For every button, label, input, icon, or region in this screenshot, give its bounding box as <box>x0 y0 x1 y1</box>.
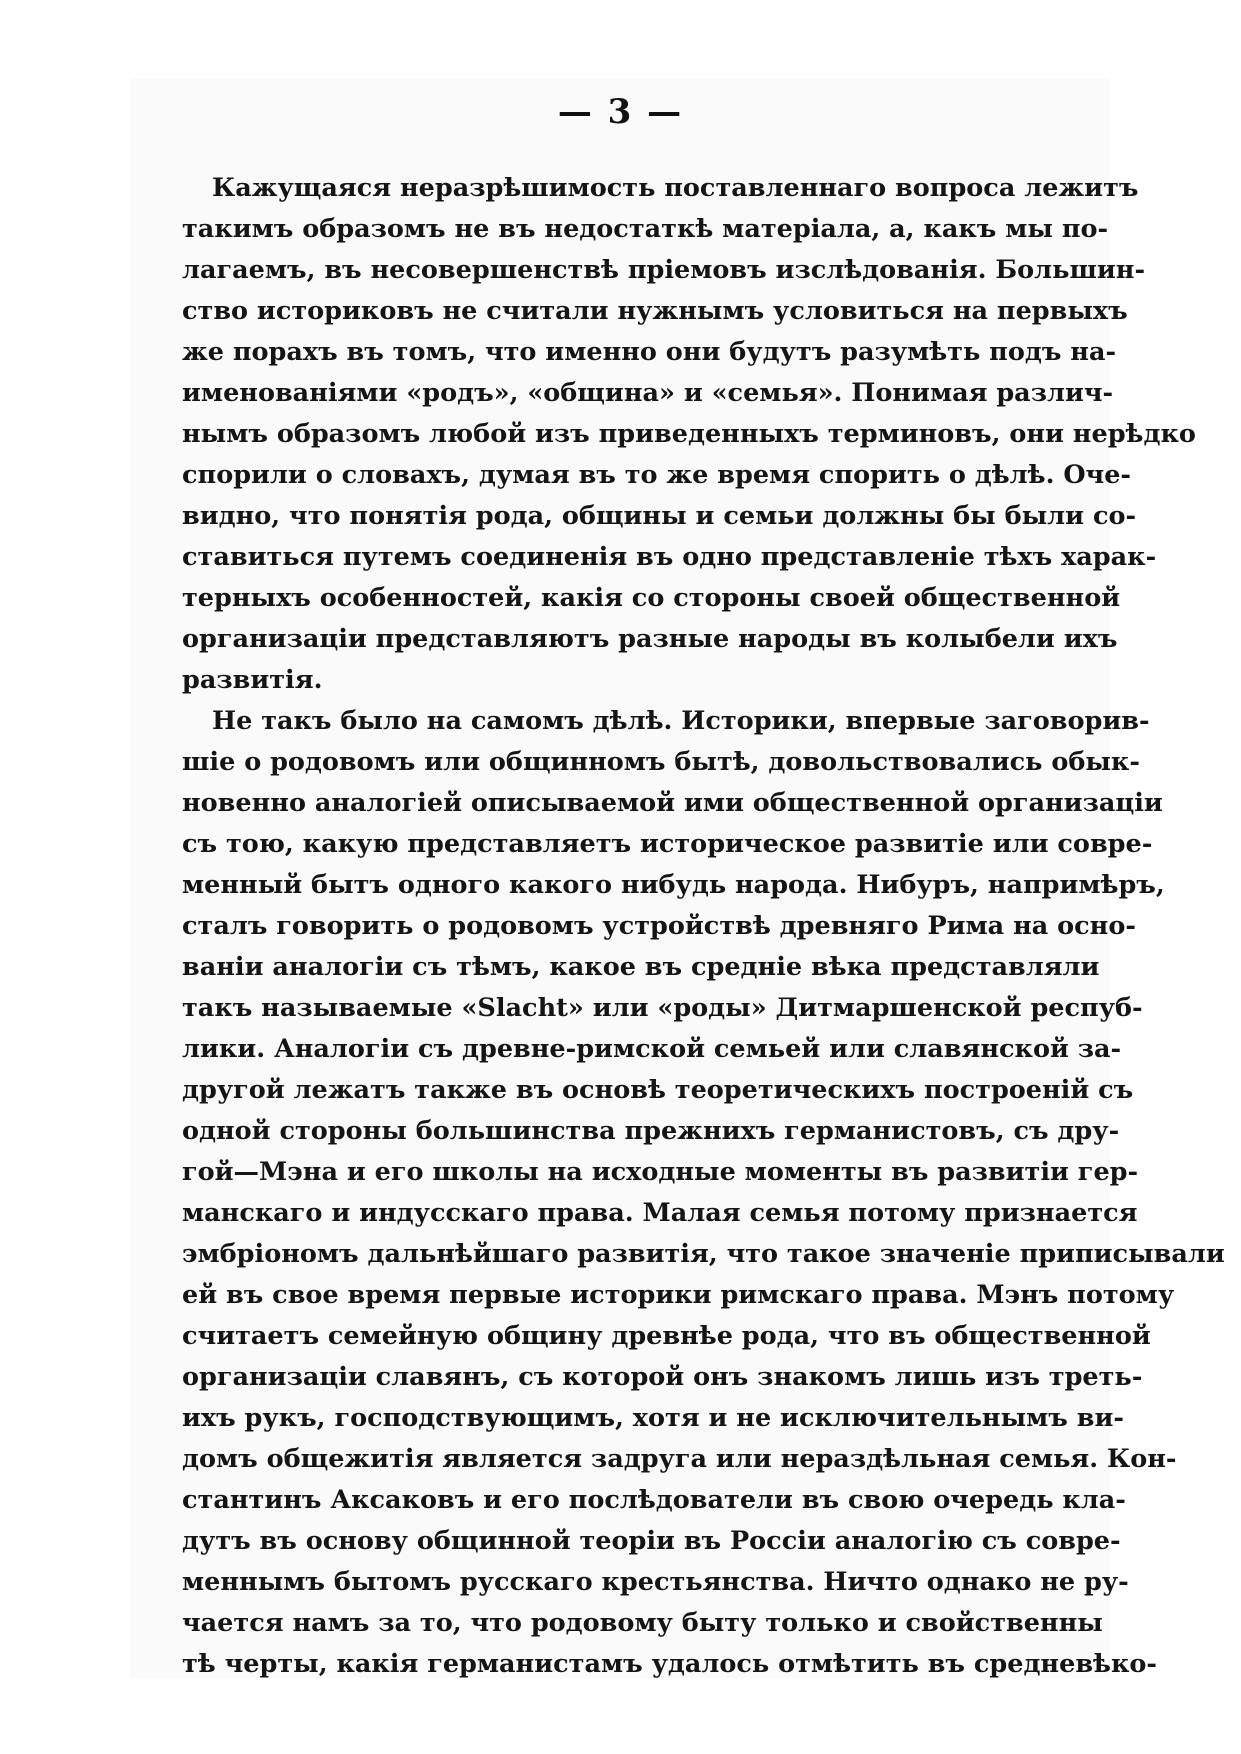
paragraph-1-line: спорили о словахъ, думая въ то же время спорить о дѣлѣ. Оче- <box>182 460 1132 490</box>
paragraph-1-line: Кажущаяся неразрѣшимость поставленнаго вопроса лежитъ <box>212 173 1139 203</box>
paragraph-2-line: гой—Мэна и его школы на исходные моменты въ развитіи гер- <box>182 1157 1139 1187</box>
paragraph-2-line: лики. Аналогіи съ древне-римской семьей или славянской за- <box>182 1034 1122 1064</box>
paragraph-2-line: стантинъ Аксаковъ и его послѣдователи въ свою очередь кла- <box>182 1485 1126 1515</box>
paragraph-2-line: менный бытъ одного какого нибудь народа. Нибуръ, напримѣръ, <box>182 870 1165 900</box>
paragraph-1-line: такимъ образомъ не въ недостаткѣ матеріала, а, какъ мы по- <box>182 214 1109 244</box>
paragraph-2-line: ваніи аналогіи съ тѣмъ, какое въ средніе вѣка представляли <box>182 952 1100 982</box>
paragraph-2-line: шіе о родовомъ или общинномъ бытѣ, довольствовались обык- <box>182 747 1140 777</box>
paragraph-2-line: тѣ черты, какія германистамъ удалось отмѣтить въ средневѣко- <box>182 1649 1157 1679</box>
paragraph-1-line: развитія. <box>182 665 323 695</box>
paragraph-1-line: лагаемъ, въ несовершенствѣ пріемовъ изслѣдованія. Большин- <box>182 255 1146 285</box>
paragraph-2-line: сталъ говорить о родовомъ устройствѣ древняго Рима на осно- <box>182 911 1136 941</box>
paragraph-2-line: ей въ свое время первые историки римскаго права. Мэнъ потому <box>182 1280 1175 1310</box>
paragraph-2-line: одной стороны большинства прежнихъ германистовъ, съ дру- <box>182 1116 1120 1146</box>
paragraph-2-line: манскаго и индусскаго права. Малая семья потому признается <box>182 1198 1138 1228</box>
paragraph-2-line: ихъ рукъ, господствующимъ, хотя и не исключительнымъ ви- <box>182 1403 1124 1433</box>
paragraph-2-line: эмбріономъ дальнѣйшаго развитія, что такое значеніе приписывали <box>182 1239 1225 1269</box>
paragraph-2-line: чается намъ за то, что родовому быту только и свойственны <box>182 1608 1103 1638</box>
paragraph-2-line: домъ общежитія является задруга или нераздѣльная семья. Кон- <box>182 1444 1177 1474</box>
paragraph-1-line: терныхъ особенностей, какія со стороны своей общественной <box>182 583 1121 613</box>
paragraph-2-line: дутъ въ основу общинной теоріи въ Россіи аналогію съ совре- <box>182 1526 1121 1556</box>
paragraph-1-line: именованіями «родъ», «община» и «семья». Понимая различ- <box>182 378 1114 408</box>
paragraph-2-line: съ тою, какую представляетъ историческое развитіе или совре- <box>182 829 1153 859</box>
paragraph-2-line: считаетъ семейную общину древнѣе рода, что въ общественной <box>182 1321 1151 1351</box>
paragraph-1-line: ставиться путемъ соединенія въ одно представленіе тѣхъ харак- <box>182 542 1157 572</box>
paragraph-2-line: Не такъ было на самомъ дѣлѣ. Историки, впервые заговорив- <box>212 706 1150 736</box>
paragraph-2-line: организаціи славянъ, съ которой онъ знакомъ лишь изъ треть- <box>182 1362 1143 1392</box>
paragraph-2-line: такъ называемые «Slacht» или «роды» Дитмаршенской респуб- <box>182 993 1143 1023</box>
paragraph-2-line: меннымъ бытомъ русскаго крестьянства. Ничто однако не ру- <box>182 1567 1129 1597</box>
paragraph-1-line: же порахъ въ томъ, что именно они будутъ разумѣть подъ на- <box>182 337 1117 367</box>
body-text <box>182 168 1225 1685</box>
paragraph-2-line: новенно аналогіей описываемой ими общественной организаціи <box>182 788 1163 818</box>
page-number: — 3 — <box>557 92 684 132</box>
paragraph-1-line: организаціи представляютъ разные народы въ колыбели ихъ <box>182 624 1118 654</box>
paragraph-1-line: нымъ образомъ любой изъ приведенныхъ терминовъ, они нерѣдко <box>182 419 1196 449</box>
paragraph-2-line: другой лежатъ также въ основѣ теоретическихъ построеній съ <box>182 1075 1134 1105</box>
paragraph-1-line: ство историковъ не считали нужнымъ условиться на первыхъ <box>182 296 1128 326</box>
paragraph-1-line: видно, что понятія рода, общины и семьи должны бы были со- <box>182 501 1137 531</box>
